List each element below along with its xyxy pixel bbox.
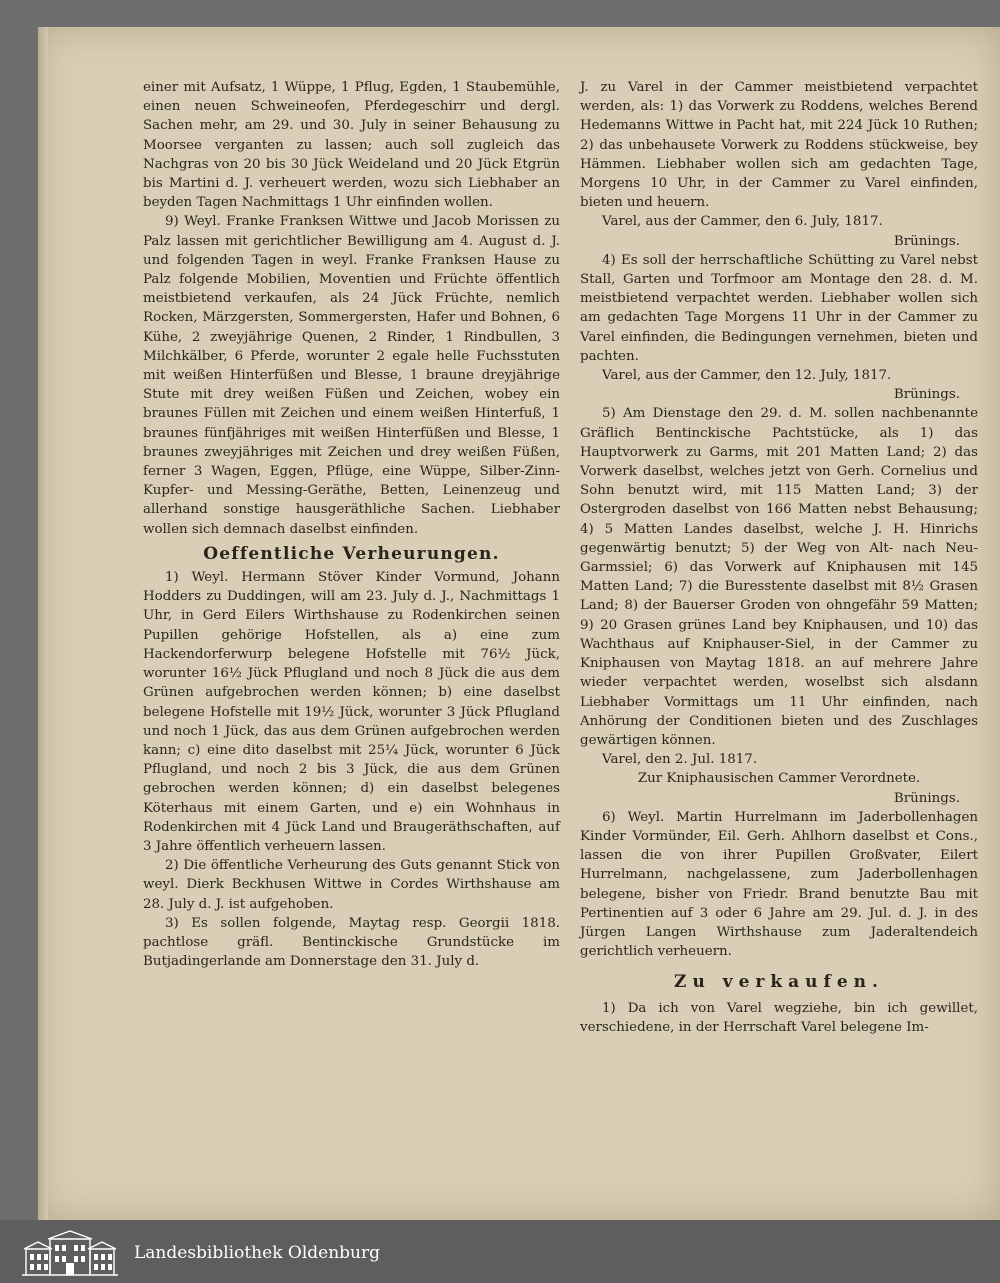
section-heading: Zu verkaufen. xyxy=(674,972,884,993)
paragraph: 4) Es soll der herrschaftliche Schütting zu Varel nebst Stall, Garten und Torfmoor am Montage den 28. d. M. meistbietend verpachtet werden. Liebhaber wollen sich am gedachten Tage Morgens 11 Uhr in der Cammer zu Varel einfinden, die Bedingungen vernehmen, bieten und pachten. xyxy=(580,252,978,364)
paragraph: 9) Weyl. Franke Franksen Wittwe und Jacob Morissen zu Palz lassen mit gerichtlicher Bewilligung am 4. August d. J. und folgenden Tagen in weyl. Franke Franksen Hause zu Palz folgende Mobilien, Moventien und Früchte öffentlich meistbietend verkaufen, als 24 Jück Früchte, nemlich Rocken, Märzgersten, Sommergersten, Hafer und Bohnen, 6 Kühe, 2 zweyjährige Quenen, 2 Rinder, 1 Rindbullen, 3 Milchkälber, 6 Pferde, worunter 2 egale helle Fuchsstuten mit weißen Hinterfüßen und Blesse, 1 braune dreyjährige Stute mit drey weißen Füßen und Zeichen, wobey ein braunes Füllen mit Zeichen und einem weißen Hinterfuß, 1 braunes fünfjähriges mit weißen Hinterfüßen und Blesse, 1 braunes zweyjähriges mit Zeichen und drey weißen Füßen, ferner 3 Wagen, Eggen, Pflüge, eine Wüppe, Silber-Zinn-Kupfer- und Messing-Geräthe, Betten, Leinenzeug und allerhand sonstige hausgeräthliche Sachen. Liebhaber wollen sich demnach daselbst einfinden. xyxy=(143,214,560,537)
paragraph: 5) Am Dienstage den 29. d. M. sollen nachbenannte Gräflich Bentinckische Pachtstücke, als 1) das Hauptvorwerk zu Garms, mit 201 Matten Land; 2) das Vorwerk daselbst, welches jetzt von Gerh. Cornelius und Sohn benutzt wird, mit 115 Matten Land; 3) der Ostergroden daselbst von 166 Matten nebst Behausung; 4) 5 Matten Landes daselbst, welche J. H. Hinrichs gegenwärtig benutzt; 5) der Weg von Alt- nach Neu-Garmssiel; 6) das Vorwerk auf Kniphausen mit 145 Matten Land; 7) die Buresstente daselbst mit 8½ Grasen Land; 8) der Bauerser Groden von ohngefähr 59 Matten; 9) 20 Grasen grünes Land bey Kniphausen, und 10) das Wachthaus auf Kniphauser-Siel, in der Cammer zu Kniphausen von Maytag 1818. an auf mehrere Jahre wieder verpachtet werden, woselbst sich alsdann Liebhaber Vormittags um 11 Uhr einfinden, nach Anhörung der Conditionen bieten und des Zuschlages gewärtigen können. xyxy=(580,406,978,748)
dateline: Varel, aus der Cammer, den 6. July, 1817. xyxy=(602,214,883,230)
paragraph: 6) Weyl. Martin Hurrelmann im Jaderbollenhagen Kinder Vormünder, Eil. Gerh. Ahlhorn daselbst et Cons., lassen die von ihrer Pupillen Großvater, Eilert Hurrelmann, nachgelassene, zum Jaderbollenhagen belegene, bisher von Friedr. Brand benutzte Bau mit Pertinentien auf 3 oder 6 Jahre am 29. Jul. d. J. in des Jürgen Langen Wirthshause zum Jaderaltendeich gerichtlich verheuern. xyxy=(580,809,978,960)
section-heading: Oeffentliche Verheurungen. xyxy=(203,543,500,564)
dateline: Varel, den 2. Jul. 1817. xyxy=(602,752,758,768)
paragraph: 1) Weyl. Hermann Stöver Kinder Vormund, Johann Hodders zu Duddingen, will am 23. July d. J., Nachmittags 1 Uhr, in Gerd Eilers Wirthshause zu Rodenkirchen seinen Pupillen gehörige Hofstellen, als a) eine zum Hackendorferwurp belegene Hofstelle mit 76½ Jück, worunter 16½ Jück Pflugland und noch 8 Jück die aus dem Grünen aufgebrochen werden können; b) eine daselbst belegene Hofstelle mit 19½ Jück, worunter 3 Jück Pflugland und noch 1 Jück, das aus dem Grünen aufgebrochen werden kann; c) eine dito daselbst mit 25¼ Jück, worunter 6 Jück Pflugland, und noch 2 bis 3 Jück, die aus dem Grünen gebrochen werden können; d) ein daselbst belegenes Köterhaus mit einem Garten, und e) ein Wohnhaus in Rodenkirchen mit 4 Jück Land und Braugeräthschaften, auf 3 Jahre öffentlich verheuern lassen. xyxy=(143,570,560,854)
left-column xyxy=(143,78,560,971)
page-edge xyxy=(38,27,48,1220)
signature: Brünings. xyxy=(893,233,960,249)
paragraph: J. zu Varel in der Cammer meistbietend verpachtet werden, als: 1) das Vorwerk zu Roddens, welches Berend Hedemanns Wittwe in Pacht hat, mit 224 Jück 10 Ruthen; 2) das unbehausete Vorwerk zu Roddens stückweise, bey Hämmen. Liebhaber wollen sich am gedachten Tage, Morgens 10 Uhr, in der Cammer zu Varel einfinden, bieten und heuern. xyxy=(580,80,978,211)
signature: Brünings. xyxy=(893,790,960,806)
paragraph: 2) Die öffentliche Verheurung des Guts genannt Stick von weyl. Dierk Beckhusen Wittwe in Cordes Wirthshause am 28. July d. J. ist aufgehoben. xyxy=(143,858,560,912)
right-column xyxy=(580,78,978,1037)
dateline: Varel, aus der Cammer, den 12. July, 1817. xyxy=(602,368,892,384)
authority-line: Zur Kniphausischen Cammer Verordnete. xyxy=(637,771,921,787)
paragraph: 1) Da ich von Varel wegziehe, bin ich gewillet, verschiedene, in der Herrschaft Varel belegene Im- xyxy=(580,1000,978,1035)
library-building-logo-icon xyxy=(20,1229,120,1277)
library-name: Landesbibliothek Oldenburg xyxy=(134,1243,381,1263)
paragraph: einer mit Aufsatz, 1 Wüppe, 1 Pflug, Egden, 1 Staubemühle, einen neuen Schweineofen, Pferdegeschirr und dergl. Sachen mehr, am 29. und 30. July in seiner Behausung zu Moorsee verganten zu lassen; auch soll zugleich das Nachgras von 20 bis 30 Jück Weideland und 20 Jück Etgrün bis Martini d. J. verheuert werden, wozu sich Liebhaber an beyden Tagen Nachmittags 1 Uhr einfinden wollen. xyxy=(143,80,560,211)
paragraph: 3) Es sollen folgende, Maytag resp. Georgii 1818. pachtlose gräfl. Bentinckische Grundstücke im Butjadingerlande am Donnerstage den 31. July d. xyxy=(143,915,560,970)
signature: Brünings. xyxy=(893,387,960,403)
